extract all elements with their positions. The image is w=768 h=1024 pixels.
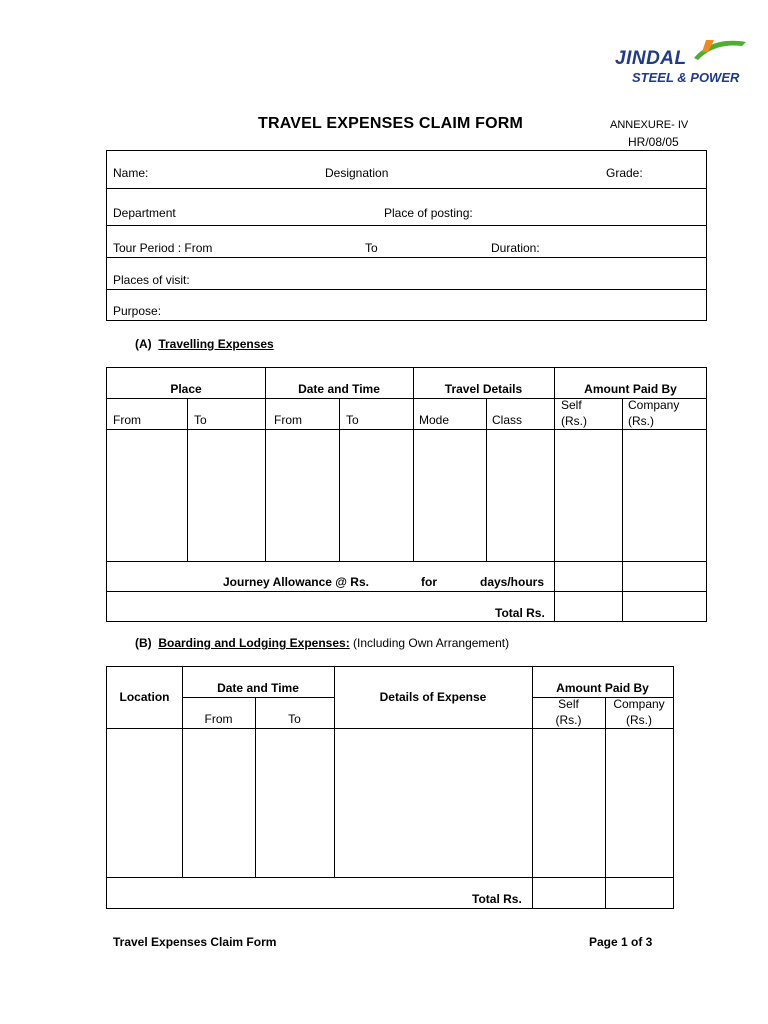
col-mode: Mode: [419, 413, 450, 427]
purpose-label: Purpose:: [113, 304, 162, 318]
days-hours-label: days/hours: [480, 575, 545, 589]
annexure-label: ANNEXURE- IV: [610, 119, 689, 131]
col-b-self: Self: [558, 697, 579, 711]
journey-allowance-label: Journey Allowance @ Rs.: [223, 575, 369, 589]
section-b-note: (Including Own Arrangement): [349, 636, 510, 650]
col-details-of-expense: Details of Expense: [379, 690, 487, 704]
col-place: Place: [170, 382, 202, 396]
col-b-to: To: [288, 712, 301, 726]
logo-text-jindal: JINDAL: [615, 48, 687, 69]
col-location: Location: [119, 690, 170, 704]
col-b-self-rs: (Rs.): [555, 713, 582, 727]
col-self-rs: (Rs.): [561, 414, 587, 428]
section-b-title: Boarding and Lodging Expenses:: [158, 636, 350, 650]
company-logo: [612, 36, 748, 92]
col-company-rs: (Rs.): [628, 414, 654, 428]
col-b-company: Company: [613, 697, 665, 711]
section-a-title: Travelling Expenses: [158, 337, 274, 351]
col-date-to: To: [346, 413, 359, 427]
name-label: Name:: [113, 166, 149, 180]
journey-for-label: for: [421, 575, 437, 589]
tour-to-label: To: [365, 241, 378, 255]
col-place-to: To: [194, 413, 207, 427]
designation-label: Designation: [325, 166, 389, 180]
department-label: Department: [113, 206, 176, 220]
places-of-visit-label: Places of visit:: [113, 273, 190, 287]
tour-period-label: Tour Period : From: [113, 241, 213, 255]
section-a-letter: (A): [135, 337, 152, 351]
boarding-lodging-table: [106, 666, 674, 909]
footer-form-name: Travel Expenses Claim Form: [113, 935, 277, 949]
duration-label: Duration:: [491, 241, 540, 255]
col-travel-details: Travel Details: [444, 382, 523, 396]
form-title: TRAVEL EXPENSES CLAIM FORM: [258, 115, 524, 132]
col-b-amount-paid-by: Amount Paid By: [556, 681, 649, 695]
section-b-letter: (B): [135, 636, 152, 650]
section-a-heading: [135, 337, 274, 351]
col-class: Class: [492, 413, 523, 427]
form-code: HR/08/05: [628, 135, 679, 149]
footer-page-number: Page 1 of 3: [589, 935, 653, 949]
employee-info-box: [106, 150, 707, 321]
section-b-total-label: Total Rs.: [472, 892, 522, 906]
flag-icon: [692, 36, 748, 62]
col-date-from: From: [274, 413, 302, 427]
col-amount-paid-by: Amount Paid By: [584, 382, 677, 396]
col-self: Self: [561, 398, 582, 412]
col-b-date-time: Date and Time: [217, 681, 299, 695]
section-b-heading: [135, 636, 509, 650]
col-date-time: Date and Time: [298, 382, 380, 396]
col-b-company-rs: (Rs.): [626, 713, 652, 727]
col-b-from: From: [204, 712, 233, 726]
grade-label: Grade:: [606, 166, 643, 180]
logo-text-steel-power: STEEL & POWER: [632, 70, 740, 85]
section-a-total-label: Total Rs.: [495, 606, 545, 620]
col-place-from: From: [113, 413, 141, 427]
travelling-expenses-table: [106, 367, 707, 622]
col-company: Company: [628, 398, 680, 412]
place-of-posting-label: Place of posting:: [384, 206, 473, 220]
